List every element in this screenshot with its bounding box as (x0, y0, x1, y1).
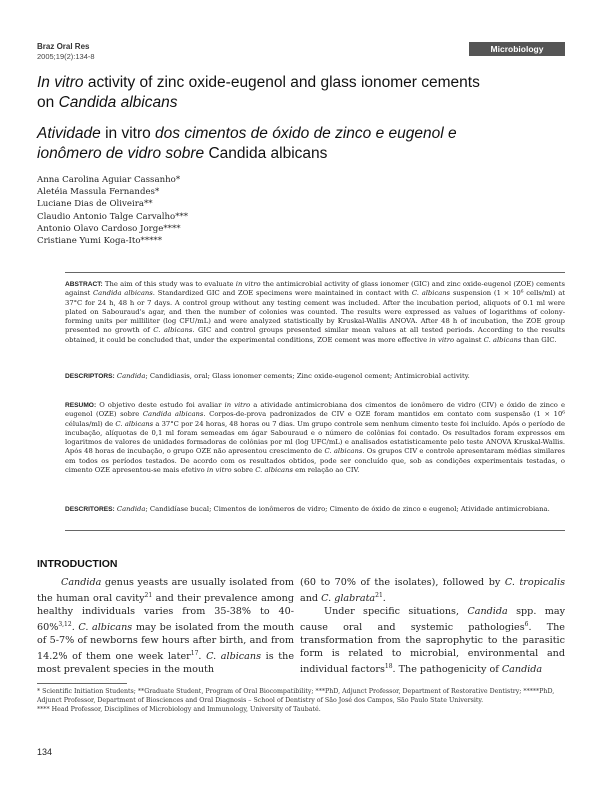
journal-name: Braz Oral Res (37, 42, 90, 51)
citation-ref: 17 (190, 649, 199, 657)
intro-text: . The transformation from the saprophytic to the parasitic form is related to microbial, environmental and individual factors (300, 622, 565, 675)
author-list (37, 174, 188, 247)
intro-text: . (71, 622, 79, 634)
descriptors-pt (65, 505, 565, 514)
abstract-text: the antimicrobial activity of glass ionomer (GIC) and zinc oxide-eugenol (ZOE) cements against (65, 280, 565, 298)
title-en-italic: In vitro (37, 74, 84, 91)
descriptors-text: ; Candidiasis, oral; Glass ionomer cements; Zinc oxide-eugenol cement; Antimicrobial activity. (145, 372, 470, 380)
intro-text: . (382, 593, 386, 605)
intro-text: spp. may cause oral and systemic pathologies (300, 606, 565, 634)
abstract-top-rule (65, 272, 565, 273)
footnote: * Scientific Initiation Students; **Graduate Student, Program of Oral Biocompatibility; ***PhD, Adjunct Professor, Department of Restorative Dentistry; *****PhD, Adjunct Professor, Department of Biosciences and Oral Diagnosis – School of Dentistry of São José dos Campos, São Paulo State University. (37, 688, 555, 704)
title-pt-italic-b: dos cimentos de óxido de zinco e eugenol e (155, 125, 457, 142)
resumo-italic: C. albicans (115, 419, 154, 428)
author: Antonio Olavo Cardoso Jorge**** (37, 223, 181, 234)
resumo-text: a 37°C por 24 horas, 48 horas ou 7 dias. Um grupo controle sem nenhum cimento teste foi incluído. Após o período de incubação, alíquotas de 0,1 ml foram semeadas em ágar Sabouraud e o número de colônias foi contado. Os resultados foram expressos em logaritmos de valores de unidades formadoras de colônias por ml (log UFC/mL) e analisados estatisticamente pelo teste ANOVA Kruskal-Wallis. Após 48 horas de incubação, o grupo OZE não apresentou crescimento de (65, 419, 565, 456)
article-title-en (37, 73, 567, 113)
citation-ref: 18 (384, 662, 393, 670)
resumo-italic: C. albicans (324, 447, 363, 456)
title-en-line2-prefix: on (37, 94, 59, 111)
descriptors-label: DESCRIPTORS: (65, 373, 115, 380)
title-pt-plain-a: in vitro (100, 125, 156, 142)
resumo-italic: in vitro (206, 466, 232, 475)
citation-ref: 21 (144, 591, 153, 599)
resumo-text: O objetivo deste estudo foi avaliar (96, 401, 225, 409)
abstract-italic: C. albicans (153, 326, 193, 335)
abstract-text: than GIC. (521, 335, 557, 344)
intro-italic: Candida (61, 577, 102, 588)
abstract-italic: in vitro (429, 335, 455, 344)
descritores-italic: Candida (116, 505, 146, 513)
intro-text: Under specific situations, (324, 606, 468, 617)
intro-text: . (198, 651, 207, 663)
intro-italic: C. albicans (206, 651, 261, 663)
title-en-line1: activity of zinc oxide-eugenol and glass ionomer cements (83, 74, 480, 91)
abstract-pt (65, 401, 565, 475)
resumo-text: . Corpos-de-prova padronizados de CIV e OZE foram mantidos em contato com suspensão (1 × 10⁶ células/ml) de (65, 410, 565, 428)
intro-italic: C. glabrata (321, 593, 376, 605)
footnote-rule (37, 683, 127, 684)
intro-italic: C. tropicalis (504, 577, 565, 588)
page-number: 134 (37, 747, 53, 757)
resumo-text: em relação ao CIV. (292, 466, 360, 475)
footnotes (37, 688, 565, 716)
intro-paragraph (37, 577, 294, 677)
resumo-italic: in vitro (224, 401, 251, 409)
intro-text: may be isolated from the mouth of 5-7% of newborns few hours after birth, and from 14.2% of them one week later (37, 622, 294, 663)
resumo-text: . Os grupos CIV e controle apresentaram médias similares em todos os períodos testados. De acordo com os resultados obtidos, pode ser concluído que, sob as condições experimentais testadas, o cimento OZE apresentou-se mais efetivo (65, 447, 565, 475)
intro-text: genus yeasts are usually isolated from the human oral cavity (37, 577, 294, 605)
title-pt-italic-c: ionômero de vidro sobre (37, 145, 205, 162)
author: Aletéia Massula Fernandes* (37, 187, 160, 198)
author: Luciane Dias de Oliveira** (37, 199, 153, 210)
abstract-italic: in vitro (235, 280, 261, 288)
abstract-italic: Candida albicans (92, 289, 153, 298)
descritores-text: ; Candidíase bucal; Cimentos de ionômeros de vidro; Cimento de óxido de zinco e eugenol; Atividade antimicrobiana. (145, 505, 550, 513)
intro-italic: C. albicans (78, 622, 133, 634)
abstract-bottom-rule (65, 530, 565, 531)
section-badge: Microbiology (469, 42, 565, 56)
author: Claudio Antonio Talge Carvalho*** (37, 211, 189, 222)
footnote: **** Head Professor, Disciplines of Microbiology and Immunology, University of Taubaté. (37, 706, 321, 714)
intro-italic: Candida (501, 664, 543, 675)
abstract-italic: C. albicans (411, 289, 451, 298)
citation-ref: 6 (524, 620, 529, 628)
title-pt-italic-a: Atividade (37, 125, 101, 142)
intro-italic: Candida (467, 606, 508, 617)
abstract-text: The aim of this study was to evaluate (102, 280, 236, 288)
title-en-line2-italic: Candida albicans (58, 94, 178, 111)
resumo-text: a atividade antimicrobiana dos cimentos de ionômero de vidro (CIV) e óxido de zinco e eugenol (OZE) sobre (65, 401, 565, 419)
abstract-text: . Standardized GIC and ZOE specimens were maintained in contact with (152, 289, 412, 298)
intro-paragraph (300, 606, 565, 677)
abstract-en (65, 280, 565, 345)
intro-text: and their prevalence among healthy individuals varies from 35-38% to 40-60% (37, 593, 294, 634)
resumo-italic: Candida albicans (142, 410, 204, 419)
citation-ref: 3,12 (58, 620, 72, 628)
author: Cristiane Yumi Koga-Ito***** (37, 236, 163, 247)
resumo-italic: C. albicans (255, 466, 293, 475)
intro-column-left (37, 577, 294, 677)
citation-ref: 21 (375, 591, 383, 599)
intro-text: is the most prevalent species in the mouth (37, 651, 294, 675)
descritores-label: DESCRITORES: (65, 506, 115, 513)
intro-column-right (300, 577, 565, 677)
resumo-text: sobre (231, 466, 256, 475)
intro-paragraph (300, 577, 565, 606)
author: Anna Carolina Aguiar Cassanho* (37, 175, 181, 185)
descriptors-italic: Candida (116, 372, 146, 380)
abstract-label: ABSTRACT: (65, 281, 103, 288)
intro-text: . The pathogenicity of (392, 664, 502, 675)
introduction-heading: INTRODUCTION (37, 558, 118, 570)
abstract-text: suspension (1 × 10⁶ cells/ml) at 37°C for 24 h, 48 h or 7 days. A control group without any testing cement was included. After the incubation period, aliquots of 0.1 ml were plated on Sabouraud's agar, and then the number of colonies was counted. The results were expressed as values of logarithms of colony-forming units per milliliter (log CFU/mL) and were analyzed statistically by Kruskal-Wallis ANOVA. After 48 h of incubation, the ZOE group presented no growth of (65, 289, 565, 335)
abstract-text: . GIC and control groups presented similar mean values at all tested periods. According to the results obtained, it could be concluded that, under the experimental conditions, ZOE cement was more effective (65, 326, 565, 344)
abstract-text: against (454, 335, 484, 344)
journal-citation: 2005;19(2):134-8 (37, 52, 95, 61)
resumo-label: RESUMO: (65, 402, 97, 409)
title-pt-plain-b: Candida albicans (204, 145, 328, 162)
article-title-pt (37, 124, 567, 164)
intro-text: (60 to 70% of the isolates), followed by (300, 577, 505, 588)
intro-text: and (300, 593, 322, 605)
descriptors-en (65, 372, 565, 381)
abstract-italic: C. albicans (483, 335, 522, 344)
